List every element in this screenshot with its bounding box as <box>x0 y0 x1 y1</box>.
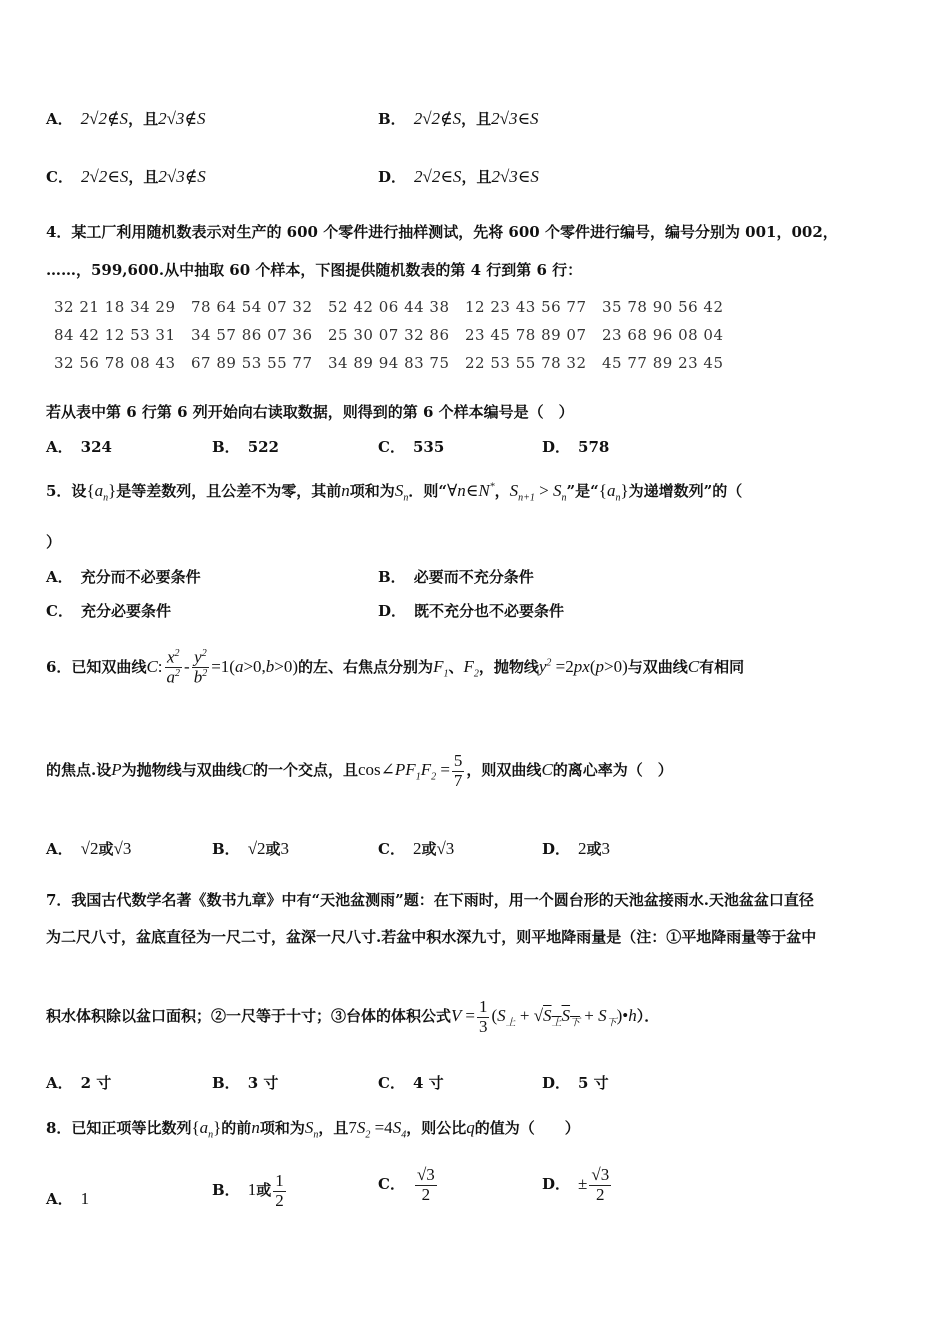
table-row <box>54 298 739 326</box>
or-text: 或 <box>256 1181 272 1200</box>
q8-text: ，则公比 <box>406 1119 467 1137</box>
q5-option-a[interactable] <box>46 566 201 587</box>
option-text: 充分而不必要条件 <box>80 568 201 586</box>
q8-text: 项和为 <box>259 1119 305 1137</box>
option-text: 535 <box>412 438 445 456</box>
math-expr: 2√3∈S <box>491 109 539 128</box>
q8-text: 8．已知正项等比数列 <box>46 1119 192 1137</box>
math-f1: $F_1$ <box>433 656 449 680</box>
option-label: C． <box>378 1175 405 1194</box>
or-text: 或 <box>98 840 114 858</box>
table-cell: 67 89 53 55 77 <box>191 354 313 372</box>
or-text: 或 <box>265 840 281 858</box>
q6-text: 为抛物线与双曲线 <box>121 761 242 780</box>
connector-text: ，且 <box>128 168 159 186</box>
option-label: B． <box>378 110 406 128</box>
math-hyperbola: C: $\frac{x^2}{a^2}$ - $\frac{y^2}{b^2}$ =1(a>0,b>0) <box>146 647 299 687</box>
table-cell: 45 77 89 23 45 <box>602 354 724 372</box>
option-label: A． <box>46 110 73 128</box>
math-expr: √2 <box>247 839 266 858</box>
q3-option-c[interactable] <box>46 166 206 187</box>
frac-numerator: √3 <box>591 1165 610 1184</box>
option-label: D． <box>542 1175 571 1194</box>
q4-option-c[interactable] <box>378 436 444 457</box>
option-label: D． <box>378 168 407 186</box>
frac-numerator: 1 <box>275 1171 284 1190</box>
q7-text: 积水体积除以盆口面积；②一尺等于十寸；③台体的体积公式 <box>46 1007 452 1026</box>
q7-option-c[interactable] <box>378 1072 444 1093</box>
math-forall: ∀n∈N* <box>446 481 495 500</box>
q7-text-line1: 7．我国古代数学名著《数书九章》中有“天池盆测雨”题：在下雨时，用一个圆台形的天池盆接雨水.天池盆盆口直径 <box>46 891 814 909</box>
q4-option-d[interactable] <box>542 436 609 457</box>
option-label: A． <box>46 438 73 456</box>
q8-option-b[interactable] <box>212 1172 288 1210</box>
option-label: C． <box>378 1074 405 1092</box>
q8-option-a[interactable] <box>46 1188 89 1209</box>
math-sn: $S_n$ <box>304 1118 319 1141</box>
table-row <box>54 326 739 354</box>
connector-text: ，且 <box>128 110 159 128</box>
option-label: D． <box>542 438 571 456</box>
math-expr: √2 <box>80 839 99 858</box>
option-text: 充分必要条件 <box>80 602 171 620</box>
option-label: A． <box>46 1190 73 1208</box>
q5-option-b[interactable] <box>378 566 534 587</box>
frac-denominator: 7 <box>453 770 463 790</box>
math-n: n <box>251 1118 260 1137</box>
q6-text: 有相同 <box>699 657 745 676</box>
q6-text: 的一个交点，且 <box>252 761 358 780</box>
frac-denominator: 2 <box>596 1184 605 1204</box>
math-q: q <box>466 1118 475 1137</box>
math-expr: 2√2∈S <box>80 167 129 186</box>
q6-text: 的左、右焦点分别为 <box>298 657 434 676</box>
math-sn: $S_n$ <box>394 481 409 504</box>
table-cell: 12 23 43 56 77 <box>465 298 587 316</box>
q8-text: 的前 <box>221 1119 252 1137</box>
q7-text: ）． <box>636 1007 660 1026</box>
math-f2: $F_2$ <box>463 656 479 680</box>
q6-text: 的焦点.设 <box>46 761 112 780</box>
math-expr: √3 <box>436 839 455 858</box>
option-label: B． <box>212 1074 240 1092</box>
q4-text-line2: ……，599,600.从中抽取 60 个样本，下图提供随机数表的第 4 行到第 6 行： <box>46 261 583 279</box>
option-label: D． <box>542 840 571 858</box>
table-cell: 22 53 55 78 32 <box>465 354 587 372</box>
q5-text: 为递增数列”的（ <box>628 482 743 500</box>
option-text: 既不充分也不必要条件 <box>414 602 565 620</box>
option-label: B． <box>212 840 240 858</box>
math-expr: 2√2∉S <box>413 109 462 128</box>
q8-text: 的值为（ ） <box>474 1119 580 1137</box>
math-c: C <box>241 760 253 780</box>
frac-denominator: 2 <box>275 1190 284 1210</box>
math-n: n <box>341 481 350 500</box>
q6-text: 的离心率为（ ） <box>552 761 673 780</box>
option-label: C． <box>46 602 73 620</box>
table-row <box>54 354 739 382</box>
option-text: 2 寸 <box>80 1074 112 1092</box>
q8-text: ，且 <box>318 1119 349 1137</box>
math-seq-an: $\{a_n\}$ <box>191 1118 222 1141</box>
q7-option-b[interactable] <box>212 1072 278 1093</box>
q4-option-b[interactable] <box>212 436 279 457</box>
q5-text: 5．设 <box>46 482 87 500</box>
q6-text: 与双曲线 <box>627 657 688 676</box>
random-number-table <box>54 298 739 382</box>
q5-option-d[interactable] <box>378 600 564 621</box>
option-text: 522 <box>247 438 279 456</box>
q6-option-d[interactable] <box>542 838 610 859</box>
option-value: 1 <box>247 1180 257 1200</box>
table-cell: 84 42 12 53 31 <box>54 326 176 344</box>
option-value: ± <box>578 1174 588 1194</box>
math-expr: 2 <box>412 839 422 858</box>
q4-text-line1: 4．某工厂利用随机数表示对生产的 600 个零件进行抽样测试，先将 600 个零件进行编号，编号分别为 001，002， <box>46 223 838 241</box>
math-c: C <box>541 760 553 780</box>
math-c: C <box>687 656 700 676</box>
option-label: C． <box>46 168 73 186</box>
math-expr: 2√3∉S <box>158 109 206 128</box>
q6-text: 、 <box>448 657 464 676</box>
q5-option-c[interactable] <box>46 600 171 621</box>
q8-stem <box>46 1117 580 1140</box>
q6-stem-line2 <box>46 752 673 790</box>
option-label: B． <box>212 1181 240 1200</box>
math-seq-an: $\{a_n\}$ <box>86 481 117 504</box>
option-label: D． <box>378 602 407 620</box>
option-text: 324 <box>80 438 112 456</box>
option-label: A． <box>46 568 73 586</box>
table-cell: 32 21 18 34 29 <box>54 298 176 316</box>
math-seq-an: $\{a_n\}$ <box>598 481 629 504</box>
q3-option-d[interactable] <box>378 166 539 187</box>
option-text: 5 寸 <box>578 1074 609 1092</box>
table-cell: 32 56 78 08 43 <box>54 354 176 372</box>
or-text: 或 <box>586 840 602 858</box>
q8-option-d[interactable] <box>542 1166 613 1204</box>
math-parabola: $y^2 =2px(p>0)$ <box>538 656 628 676</box>
option-label: C． <box>378 438 405 456</box>
option-value: 1 <box>80 1189 90 1208</box>
math-condition: $7S_2 =4S_4$ <box>348 1118 407 1141</box>
table-cell: 35 78 90 56 42 <box>602 298 724 316</box>
q5-text: ．则“ <box>408 482 447 500</box>
option-label: C． <box>378 840 405 858</box>
math-expr: 3 <box>601 839 611 858</box>
q6-stem-line1 <box>46 648 744 688</box>
frac-denominator: 2 <box>421 1184 431 1204</box>
q6-text: ，抛物线 <box>478 657 539 676</box>
q8-option-c[interactable] <box>378 1166 439 1204</box>
option-label: B． <box>212 438 240 456</box>
connector-text: ，且 <box>461 168 492 186</box>
q5-text: ， <box>494 482 510 500</box>
q6-option-a[interactable] <box>46 838 131 859</box>
q6-text: 6．已知双曲线 <box>46 657 147 676</box>
math-expr: 2√3∈S <box>491 167 539 186</box>
q3-option-b[interactable] <box>378 108 539 129</box>
frac-numerator: 5 <box>453 751 463 770</box>
math-cos: $\cos\angle PF_1F_2$ = $\frac{5}{7}$ <box>358 751 463 790</box>
q6-option-c[interactable] <box>378 838 454 859</box>
q5-text: 项和为 <box>349 482 395 500</box>
table-cell: 23 45 78 89 07 <box>465 326 587 344</box>
table-cell: 34 89 94 83 75 <box>328 354 450 372</box>
math-expr: √3 <box>113 839 132 858</box>
option-text: 578 <box>578 438 610 456</box>
q5-text: ”是“ <box>566 482 599 500</box>
connector-text: ，且 <box>461 110 492 128</box>
math-expr: 2√3∉S <box>158 167 206 186</box>
q3-option-a[interactable] <box>46 108 206 129</box>
option-label: B． <box>378 568 406 586</box>
math-expr: 2√2∈S <box>414 167 462 186</box>
math-expr: 3 <box>280 839 290 858</box>
q7-text-line3 <box>46 998 659 1036</box>
q7-option-a[interactable] <box>46 1072 111 1093</box>
option-text: 4 寸 <box>412 1074 444 1092</box>
frac-numerator: √3 <box>416 1165 435 1184</box>
option-label: D． <box>542 1074 571 1092</box>
q6-option-b[interactable] <box>212 838 289 859</box>
q7-text-line2: 为二尺八寸，盆底直径为一尺二寸，盆深一尺八寸.若盆中积水深九寸，则平地降雨量是（注：①平地降雨量等于盆中 <box>46 928 817 946</box>
option-label: A． <box>46 840 73 858</box>
option-text: 3 寸 <box>247 1074 279 1092</box>
q5-text: 是等差数列，且公差不为零，其前 <box>116 482 342 500</box>
q4-option-a[interactable] <box>46 436 112 457</box>
or-text: 或 <box>421 840 437 858</box>
q6-text: ，则双曲线 <box>466 761 542 780</box>
math-ineq: $S_{n+1} > S_n$ <box>509 481 567 504</box>
option-label: A． <box>46 1074 73 1092</box>
table-cell: 25 30 07 32 86 <box>328 326 450 344</box>
q5-stem <box>46 480 742 503</box>
math-expr: 2 <box>578 839 587 858</box>
table-cell: 78 64 54 07 32 <box>191 298 313 316</box>
option-text: 必要而不充分条件 <box>413 568 534 586</box>
table-cell: 34 57 86 07 36 <box>191 326 313 344</box>
table-cell: 23 68 96 08 04 <box>602 326 724 344</box>
q7-option-d[interactable] <box>542 1072 609 1093</box>
math-frustum-volume: V = $\frac{1}{3}$ ($S_上 + √S_上S_下$ + $S_下)•h$ <box>451 997 637 1036</box>
table-cell: 52 42 06 44 38 <box>328 298 450 316</box>
q5-close: ） <box>46 533 62 551</box>
math-expr: 2√2∉S <box>80 109 129 128</box>
math-p: P <box>111 760 122 780</box>
q4-question: 若从表中第 6 行第 6 列开始向右读取数据，则得到的第 6 个样本编号是（ ） <box>46 403 574 421</box>
